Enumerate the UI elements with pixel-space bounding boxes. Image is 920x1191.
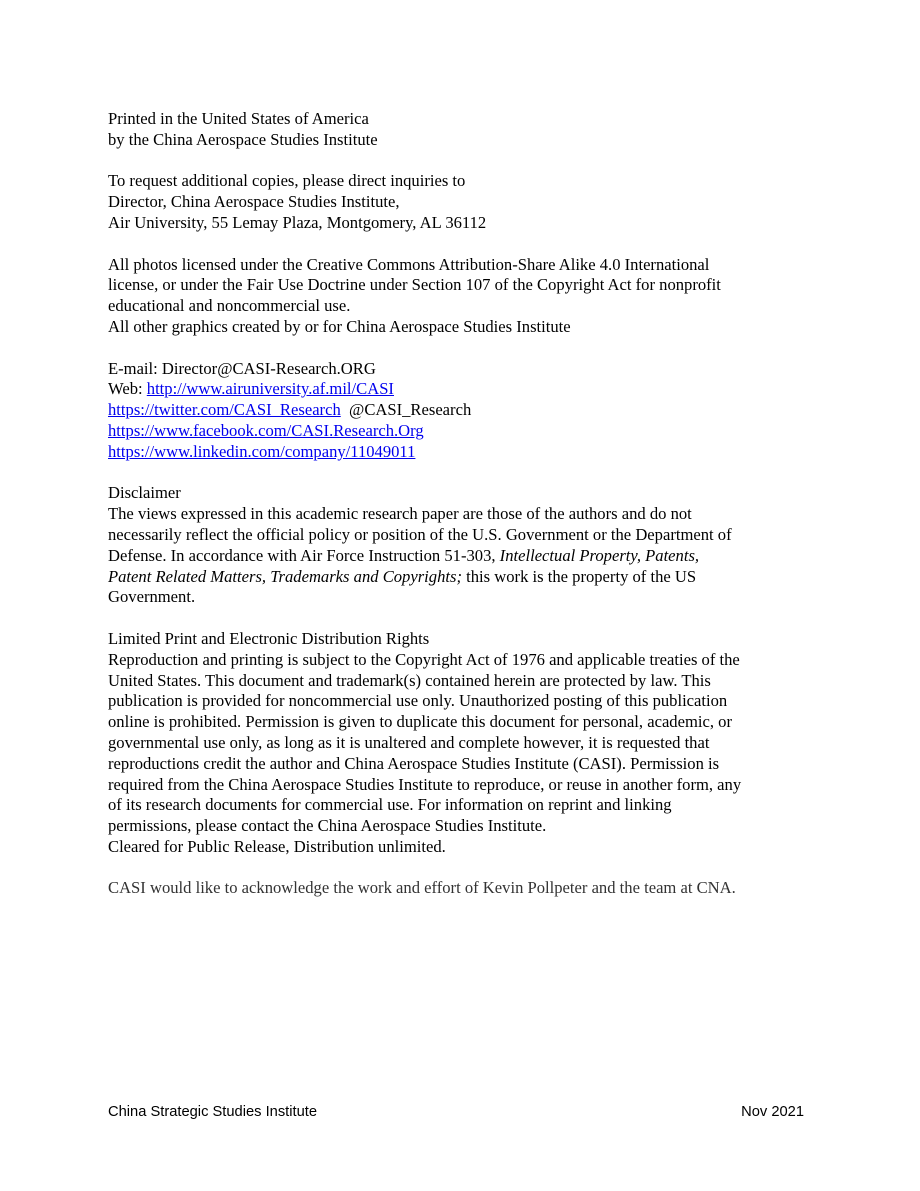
printing-line: Printed in the United States of America xyxy=(108,109,369,128)
facebook-line xyxy=(108,421,808,442)
email-text: E-mail: Director@CASI-Research.ORG xyxy=(108,358,376,378)
disclaimer-line xyxy=(108,546,808,567)
rights-line: Cleared for Public Release, Distribution unlimited. xyxy=(108,836,446,856)
rights-line: United States. This document and trademark(s) contained herein are protected by law. This xyxy=(108,670,711,690)
linkedin-link[interactable]: https://www.linkedin.com/company/11049011 xyxy=(108,441,416,461)
disclaimer-line: necessarily reflect the official policy or position of the U.S. Government or the Department of xyxy=(108,524,732,544)
instruction-title: Patent Related Matters, Trademarks and Copyrights; xyxy=(108,566,462,586)
twitter-link[interactable]: https://twitter.com/CASI_Research xyxy=(108,400,341,420)
web-line xyxy=(108,379,808,400)
distribution-rights-block xyxy=(108,629,808,858)
disclaimer-line: The views expressed in this academic research paper are those of the authors and do not xyxy=(108,504,692,524)
footer-publisher: China Strategic Studies Institute xyxy=(108,1104,318,1120)
rights-heading: Limited Print and Electronic Distribution Rights xyxy=(108,628,430,648)
inquiries-line: To request additional copies, please direct inquiries to xyxy=(108,171,466,191)
disclaimer-text: this work is the property of the US xyxy=(461,566,697,586)
photos-line: All photos licensed under the Creative Commons Attribution-Share Alike 4.0 International xyxy=(108,254,710,274)
twitter-line xyxy=(108,400,808,421)
page-body xyxy=(108,109,808,920)
photos-line: All other graphics created by or for China Aerospace Studies Institute xyxy=(108,316,571,336)
rights-line: of its research documents for commercial use. For information on reprint and linking xyxy=(108,795,672,815)
footer-date: Nov 2021 xyxy=(741,1104,804,1120)
disclaimer-text: Defense. In accordance with Air Force Instruction 51-303, xyxy=(108,545,500,565)
web-link[interactable]: http://www.airuniversity.af.mil/CASI xyxy=(146,379,394,399)
acknowledgement-text: CASI would like to acknowledge the work and effort of Kevin Pollpeter and the team at CNA. xyxy=(108,878,736,898)
disclaimer-block xyxy=(108,483,808,608)
inquiries-line: Air University, 55 Lemay Plaza, Montgomery, AL 36112 xyxy=(108,212,487,232)
facebook-link[interactable]: https://www.facebook.com/CASI.Research.Org xyxy=(108,420,424,440)
printing-line: by the China Aerospace Studies Institute xyxy=(108,129,378,149)
page-footer xyxy=(108,1104,804,1120)
photos-line: educational and noncommercial use. xyxy=(108,296,351,316)
disclaimer-heading: Disclaimer xyxy=(108,483,181,503)
photos-line: license, or under the Fair Use Doctrine under Section 107 of the Copyright Act for nonprofit xyxy=(108,275,721,295)
rights-line: required from the China Aerospace Studies Institute to reproduce, or reuse in another form, any xyxy=(108,774,742,794)
photos-license-block xyxy=(108,255,808,338)
inquiries-block xyxy=(108,171,808,233)
instruction-title: Intellectual Property, Patents, xyxy=(499,545,700,565)
disclaimer-line xyxy=(108,567,808,588)
disclaimer-line: Government. xyxy=(108,587,196,607)
rights-line: Reproduction and printing is subject to the Copyright Act of 1976 and applicable treaties of the xyxy=(108,649,740,669)
rights-line: online is prohibited. Permission is given to duplicate this document for personal, academic, or xyxy=(108,712,732,732)
printing-block xyxy=(108,109,808,151)
linkedin-line xyxy=(108,442,808,463)
twitter-handle: @CASI_Research xyxy=(349,400,472,420)
acknowledgement-block xyxy=(108,878,808,899)
rights-line: publication is provided for noncommercial use only. Unauthorized posting of this publication xyxy=(108,691,728,711)
web-label: Web: xyxy=(108,379,147,399)
inquiries-line: Director, China Aerospace Studies Institute, xyxy=(108,192,400,212)
rights-line: reproductions credit the author and China Aerospace Studies Institute (CASI). Permission is xyxy=(108,753,720,773)
rights-line: permissions, please contact the China Aerospace Studies Institute. xyxy=(108,816,547,836)
contact-block xyxy=(108,359,808,463)
rights-line: governmental use only, as long as it is unaltered and complete however, it is requested that xyxy=(108,732,710,752)
